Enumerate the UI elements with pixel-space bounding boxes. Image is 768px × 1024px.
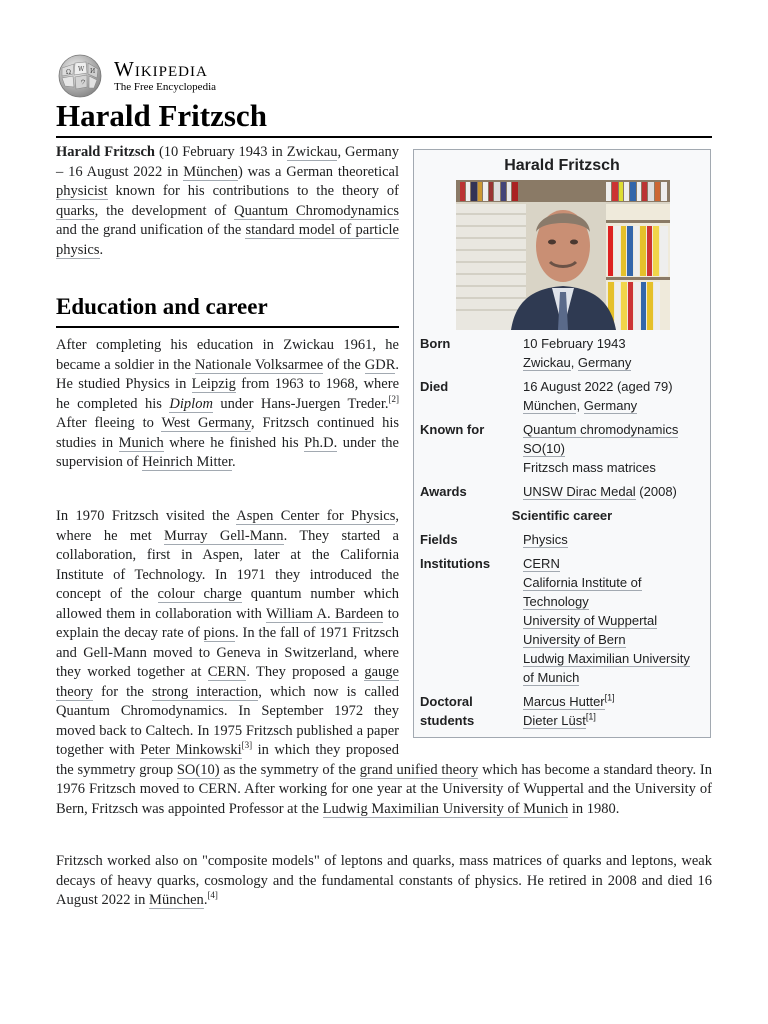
link-leipzig[interactable]: Leipzig <box>191 376 236 392</box>
link-so10[interactable]: SO(10) <box>176 761 220 778</box>
paragraph-career: In 1970 Fritzsch visited the Aspen Center for Physics, where he met Murray Gell-Mann. They started a collaboration, first in Aspen, later at the California Institute of Technology. In 1971 they introduced the concept of the colour charge quantum number which allowed them in collaboration with William A. Bardeen to explain the decay rate of pions. In the fall of 1971 Fritzsch and Gell-Mann moved to Geneva in Switzerland, where they worked together at CERN. They proposed a gauge theory for the strong interaction, which now is called Quantum Chromodynamics. In September 1972 they moved back to Caltech. In 1975 Fritzsch published a paper together with Peter Minkowski[3] in which they proposed the symmetry group SO(10) as the symmetry of the grand unified theory which has become a standard theory. In 1976 Fritzsch moved to CERN. After working for one year at the University of Wuppertal and the University of Bern, Fritzsch was appointed Professor at the Ludwig Maximilian University of Munich in 1980. <box>56 508 712 817</box>
link-born-country[interactable]: Germany <box>577 355 632 370</box>
page-title: Harald Fritzsch <box>56 96 712 138</box>
link-student-hutter[interactable]: Marcus Hutter <box>523 694 605 709</box>
link-strong-interaction[interactable]: strong interaction <box>151 683 259 700</box>
infobox-row-awards: Awards UNSW Dirac Medal (2008) <box>420 484 677 499</box>
link-student-lust[interactable]: Dieter Lüst <box>523 713 586 728</box>
link-west-germany[interactable]: West Germany <box>161 415 251 431</box>
link-nva[interactable]: Nationale Volksarmee <box>194 356 324 373</box>
reference-3[interactable]: [3] <box>241 740 253 751</box>
reference-1-lust[interactable]: [1] <box>585 711 596 722</box>
svg-text:W: W <box>78 66 85 73</box>
infobox-label-born: Born <box>420 336 451 351</box>
born-date: 10 February 1943 <box>523 336 626 351</box>
link-diplom[interactable]: Diplom <box>169 395 213 412</box>
infobox <box>413 149 711 738</box>
infobox-label-doctoral: Doctoral students <box>420 694 475 728</box>
infobox-label-fields: Fields <box>420 532 458 547</box>
infobox-row-institutions <box>414 554 710 687</box>
link-pions[interactable]: pions <box>203 625 235 641</box>
link-born-city[interactable]: Zwickau <box>523 355 571 370</box>
wikipedia-wordmark: Wikipedia <box>114 57 208 81</box>
link-known-qcd[interactable]: Quantum chromodynamics <box>523 422 679 437</box>
paragraph-later-work: Fritzsch worked also on "composite models" of leptons and quarks, mass matrices of quarks and leptons, weak decays of heavy quarks, cosmology and the fundamental constants of physics. He retired in 2008 and died 16 August 2022 in München.[4] <box>56 853 712 908</box>
intro-name: Harald Fritzsch <box>56 144 155 160</box>
link-dirac-medal[interactable]: UNSW Dirac Medal <box>523 484 636 499</box>
svg-text:И: И <box>90 68 96 75</box>
link-physicist[interactable]: physicist <box>56 183 108 199</box>
link-phd[interactable]: Ph.D. <box>304 434 338 451</box>
link-died-city[interactable]: München <box>523 398 577 413</box>
link-munchen-2[interactable]: München <box>149 892 204 908</box>
link-gut[interactable]: grand unified theory <box>359 761 479 778</box>
section-heading-education: Education and career <box>56 292 399 328</box>
reference-1-hutter[interactable]: [1] <box>604 692 615 703</box>
link-known-so10[interactable]: SO(10) <box>523 441 565 456</box>
link-gauge-theory[interactable]: gauge theory <box>56 664 399 700</box>
link-heinrich-mitter[interactable]: Heinrich Mitter <box>142 454 232 470</box>
link-physics[interactable]: Physics <box>523 532 568 547</box>
infobox-title: Harald Fritzsch <box>504 157 620 174</box>
link-inst-bern[interactable]: University of Bern <box>523 632 626 647</box>
portrait-photo-image <box>456 180 670 330</box>
infobox-row-born: Born 10 February 1943 Zwickau, Germany <box>414 334 710 372</box>
infobox-row-died: Died 16 August 2022 (aged 79) München, Germany <box>414 377 710 415</box>
link-inst-wuppertal[interactable]: University of Wuppertal <box>523 613 658 628</box>
wikipedia-tagline: The Free Encyclopedia <box>114 81 217 93</box>
link-aspen-center[interactable]: Aspen Center for Physics <box>236 508 396 524</box>
link-inst-caltech[interactable]: California Institute of Technology <box>523 575 642 609</box>
link-colour-charge[interactable]: colour charge <box>157 586 242 602</box>
infobox-row-doctoral-students <box>414 692 710 730</box>
link-bardeen[interactable]: William A. Bardeen <box>266 605 384 622</box>
link-gell-mann[interactable]: Murray Gell-Mann <box>164 527 284 544</box>
reference-2[interactable]: [2] <box>388 393 399 404</box>
link-minkowski[interactable]: Peter Minkowski <box>140 742 242 758</box>
link-gdr[interactable]: GDR <box>364 356 396 373</box>
died-date: 16 August 2022 (aged 79) <box>523 379 673 394</box>
link-inst-cern[interactable]: CERN <box>523 556 560 571</box>
link-lmu[interactable]: Ludwig Maximilian University of Munich <box>322 800 569 817</box>
link-quarks[interactable]: quarks <box>56 202 95 219</box>
link-qcd[interactable]: Quantum Chromodynamics <box>234 202 399 219</box>
link-munchen[interactable]: München <box>183 163 239 180</box>
infobox-label-institutions: Institutions <box>420 556 491 571</box>
wikipedia-logo[interactable] <box>56 54 216 98</box>
infobox-section-career: Scientific career <box>511 508 613 523</box>
infobox-label-died: Died <box>420 379 449 394</box>
known-mass-matrices: Fritzsch mass matrices <box>523 460 656 475</box>
reference-4[interactable]: [4] <box>207 890 218 901</box>
link-zwickau[interactable]: Zwickau <box>286 144 338 160</box>
link-cern[interactable]: CERN <box>207 664 247 680</box>
infobox-row-known-for <box>414 420 710 477</box>
paragraph-education: After completing his education in Zwickau 1961, he became a soldier in the Nationale Volksarmee of the GDR. He studied Physics in Leipzig from 1963 to 1968, where he completed his Diplom under Hans-Juergen Treder.[2] After fleeing to West Germany, Fritzsch continued his studies in Munich where he finished his Ph.D. under the supervision of Heinrich Mitter. <box>56 337 400 470</box>
infobox-label-known-for: Known for <box>420 422 485 437</box>
infobox-label-awards: Awards <box>420 484 467 499</box>
wikipedia-globe-icon <box>56 54 104 98</box>
svg-text:Ω: Ω <box>66 69 71 76</box>
portrait-photo[interactable] <box>456 180 670 330</box>
link-inst-lmu[interactable]: Ludwig Maximilian University of Munich <box>523 651 690 685</box>
link-died-country[interactable]: Germany <box>583 398 638 413</box>
link-standard-model[interactable]: standard model of particle physics <box>56 222 399 258</box>
infobox-row-fields <box>414 530 710 549</box>
svg-text:ウ: ウ <box>80 79 87 86</box>
link-munich[interactable]: Munich <box>118 434 164 451</box>
intro-paragraph: Harald Fritzsch (10 February 1943 in Zwickau, Germany – 16 August 2022 in München) was a German theoretical physicist known for his contributions to the theory of quarks, the development of Quantum Chromodynamics and the grand unification of the standard model of particle physics. <box>56 144 400 258</box>
